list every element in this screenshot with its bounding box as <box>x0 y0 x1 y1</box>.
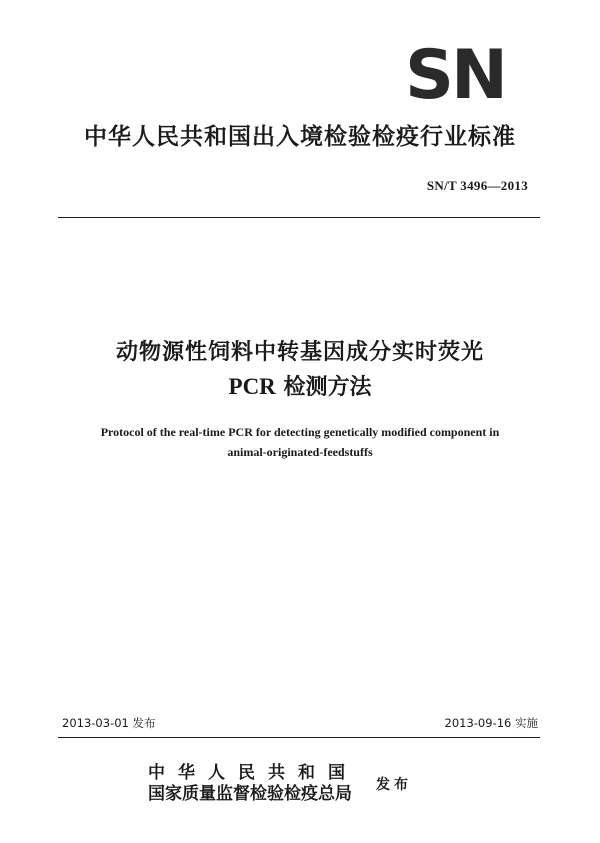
standard-number: SN/T 3496—2013 <box>426 178 528 193</box>
sn-logo-graphic <box>400 38 510 108</box>
issuer-suffix: 发布 <box>376 777 412 793</box>
issuer-names <box>148 763 358 805</box>
organization-title: 中华人民共和国出入境检验检疫行业标准 <box>84 124 516 150</box>
title-cn-line1: 动物源性饲料中转基因成分实时荧光 <box>115 340 484 365</box>
issuer-block <box>148 763 412 805</box>
title-cn-method: 检测方法 <box>275 375 372 400</box>
title-en-line2: animal-originated-feedstuffs <box>227 445 373 459</box>
header-divider <box>58 217 540 218</box>
title-cn-line2 <box>0 370 600 401</box>
implement-date: 2013-09-16 实施 <box>444 716 538 730</box>
issuer-line2: 国家质量监督检验检疫总局 <box>148 784 352 804</box>
title-en-line1: Protocol of the real-time PCR for detecting genetically modified component in <box>100 425 500 439</box>
issuer-line1: 中华人民共和国 <box>148 763 358 783</box>
title-cn-pcr: PCR <box>228 374 276 399</box>
title-en <box>0 422 600 462</box>
sn-logo-text: SN <box>405 38 505 108</box>
footer-divider <box>58 737 540 738</box>
issue-date: 2013-03-01 发布 <box>62 716 156 730</box>
sn-logo <box>400 38 510 108</box>
